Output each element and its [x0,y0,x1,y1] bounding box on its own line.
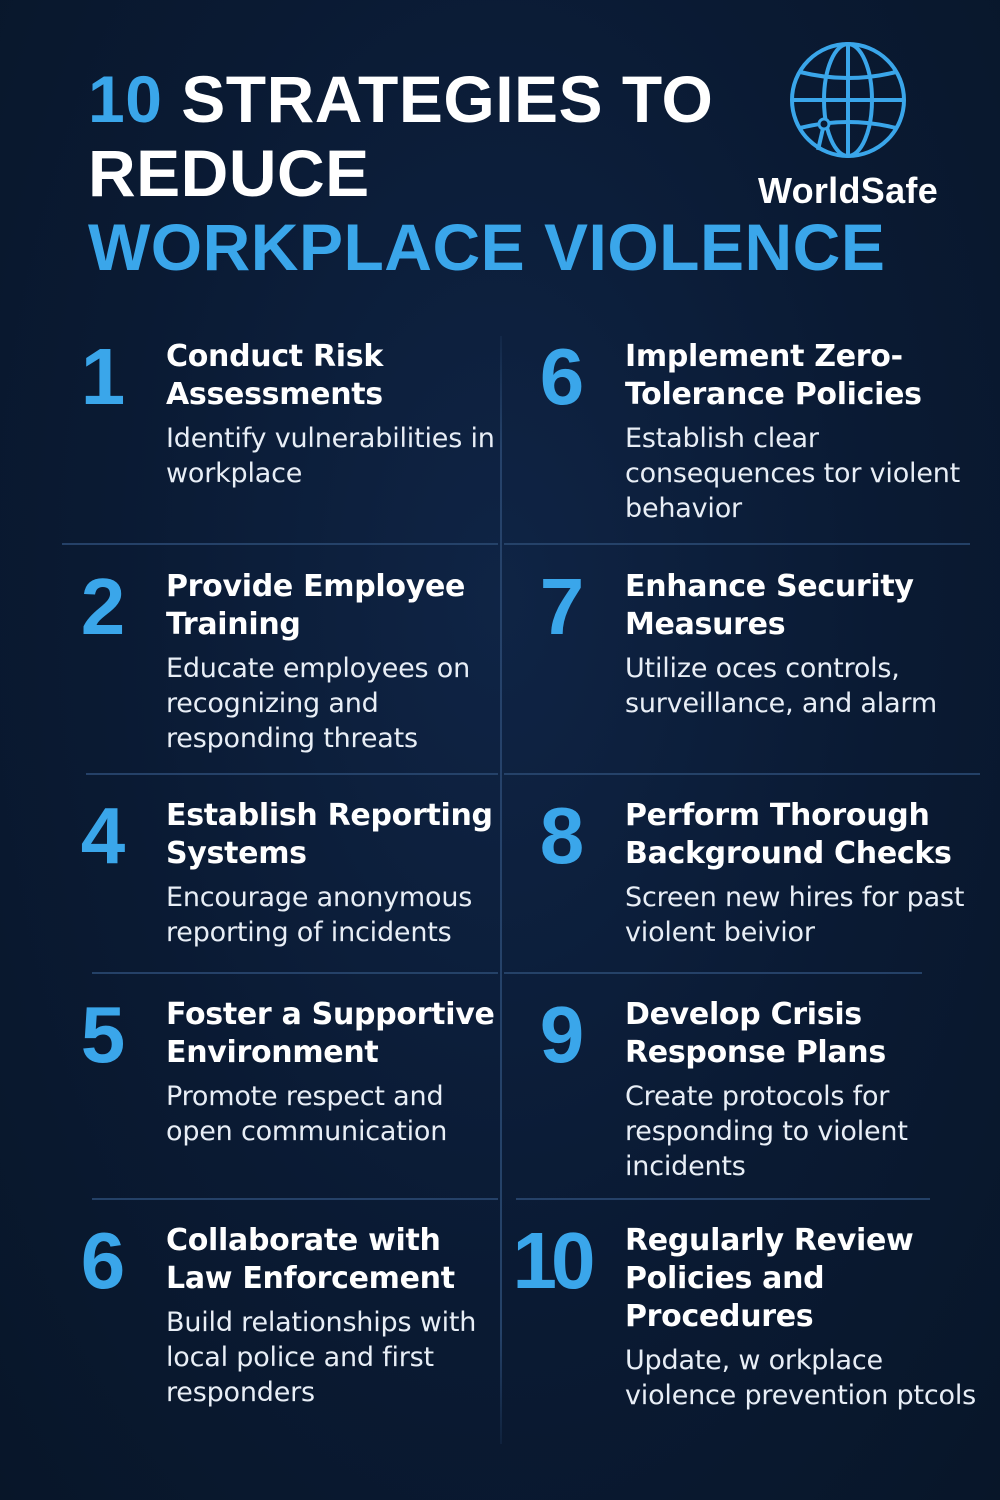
strategy-description: Build relationships with local police and first responders [166,1307,477,1408]
strategy-description: Update, w orkplace violence prevention ptcols [625,1345,976,1411]
strategy-description: Establish clear consequences tor violent behavior [625,423,961,524]
row-divider [504,972,922,974]
strategy-title: Implement Zero-Tolerance Policies [625,339,922,412]
row-divider [92,972,498,974]
strategies-grid [62,332,976,1447]
strategy-title: Provide Employee Training [166,569,466,642]
brand-logo [748,40,948,212]
strategy-title: Conduct Risk Assessments [166,339,383,412]
title-line-2: REDUCE [88,136,370,210]
strategy-title: Develop Crisis Response Plans [625,997,886,1070]
strategy-number: 1 [80,332,126,421]
strategy-title: Perform Thorough Background Checks [625,798,952,871]
brand-name: WorldSafe [757,170,939,211]
row-divider [86,773,498,775]
strategy-description: Identify vulnerabilities in workplace [166,423,495,489]
title-number: 10 [88,62,163,136]
strategy-description: Promote respect and open communication [166,1081,448,1147]
row-divider [92,1198,498,1200]
row-divider [504,543,970,545]
strategy-number: 7 [539,562,585,651]
row-divider [516,1198,930,1200]
title-line-3: WORKPLACE VIOLENCE [88,210,886,284]
strategy-description: Screen new hires for past violent beivior [625,882,965,948]
strategy-description: Educate employees on recognizing and responding threats [166,653,471,754]
strategy-description: Encourage anonymous reporting of incidents [166,882,473,948]
strategy-description: Create protocols for responding to violent incidents [625,1081,908,1182]
strategy-title: Foster a Supportive Environment [166,997,495,1070]
strategy-number: 10 [512,1216,590,1305]
globe-icon [788,40,908,160]
strategy-title: Enhance Security Measures [625,569,914,642]
strategy-number: 6 [80,1216,126,1305]
row-divider [504,773,980,775]
strategy-number: 4 [80,791,126,880]
title-line-1 [88,62,788,136]
strategy-description: Utilize oces controls, surveillance, and alarm [625,653,937,719]
strategy-number: 8 [539,791,585,880]
strategy-title: Regularly Review Policies and Procedures [625,1223,914,1334]
row-divider [62,543,498,545]
strategy-title: Establish Reporting Systems [166,798,493,871]
strategy-number: 5 [80,990,126,1079]
strategy-number: 2 [80,562,126,651]
strategy-number: 9 [539,990,585,1079]
strategy-number: 6 [539,332,585,421]
title-text-1: STRATEGIES TO [162,62,714,136]
strategy-title: Collaborate with Law Enforcement [166,1223,455,1296]
